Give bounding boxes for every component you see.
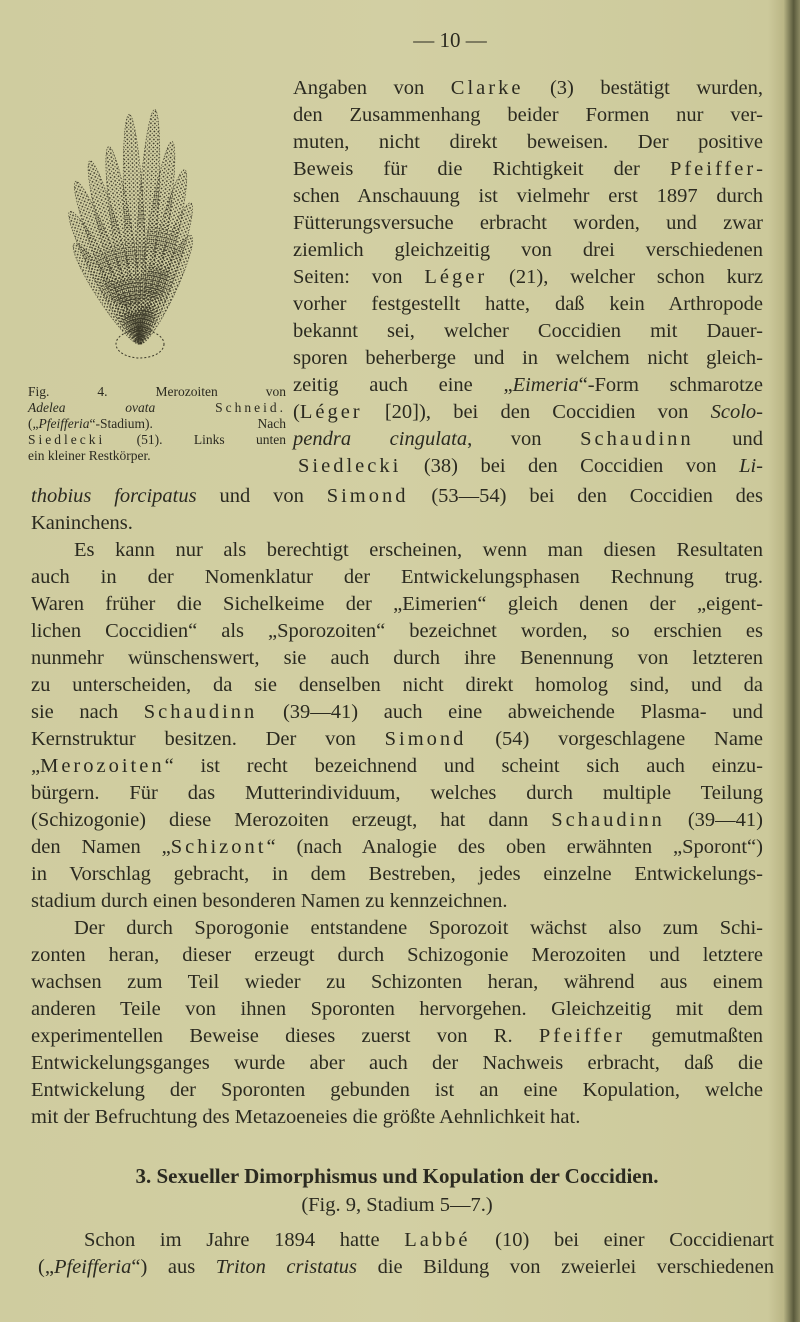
text-segment: Beweis für die Richtigkeit der <box>293 158 670 180</box>
text-line <box>293 372 763 399</box>
text-segment: Seiten: von <box>293 266 425 288</box>
text-segment: Der durch Sporogonie entstandene Sporozoit wächst also zum Schi- <box>74 917 763 939</box>
text-line <box>31 483 763 510</box>
text-segment: (51). Links unten <box>105 432 286 447</box>
text-segment: ( <box>293 401 300 423</box>
text-segment: Entwickelungsganges wurde aber auch der Nachweis erbracht, daß die <box>31 1052 763 1074</box>
author-name: Siedlecki <box>298 455 402 477</box>
text-segment: [20]), bei den Coccidien von <box>362 401 711 423</box>
author-name: Labbé <box>404 1229 471 1251</box>
text-segment: die Bildung von zweierlei verschiedenen <box>357 1256 774 1278</box>
text-segment: (39—41) auch eine abweichende Plasma- und <box>257 701 763 723</box>
text-line <box>293 426 763 453</box>
text-line <box>293 75 763 102</box>
italic-term: Pfeifferia <box>38 416 90 431</box>
text-segment: sie nach <box>31 701 144 723</box>
text-line <box>293 183 763 210</box>
text-segment <box>155 400 215 415</box>
text-segment: “-Stadium). Nach <box>89 416 286 431</box>
text-segment: vorher festgestellt hatte, daß kein Arthropode <box>293 293 763 315</box>
author-name: Clarke <box>450 77 524 99</box>
text-segment: „ <box>31 755 41 777</box>
caption-line <box>28 400 286 416</box>
author-name: Schizont <box>170 836 267 858</box>
text-line <box>31 996 763 1023</box>
text-segment: schen Anschauung ist vielmehr erst 1897 durch <box>293 185 763 207</box>
text-segment: “ ist recht bezeichnend und scheint sich auch einzu- <box>164 755 763 777</box>
text-segment: anderen Teile von ihnen Sporonten hervorgehen. Gleichzeitig mit dem <box>31 998 763 1020</box>
text-segment: “-Form schmarotze <box>578 374 763 396</box>
text-segment: , von <box>467 428 581 450</box>
text-segment: den Namen „ <box>31 836 171 858</box>
text-line <box>31 1104 763 1131</box>
caption-line <box>28 448 228 464</box>
text-segment: (3) bestätigt wurden, <box>523 77 763 99</box>
author-name: Schaudinn <box>143 701 258 723</box>
text-segment: Es kann nur als berechtigt erscheinen, wenn man diesen Resultaten <box>74 539 763 561</box>
text-segment: mit der Befruchtung des Metazoeneies die größte Aehnlichkeit hat. <box>31 1106 581 1128</box>
text-segment: Kernstruktur besitzen. Der von <box>31 728 385 750</box>
text-line <box>31 861 763 888</box>
italic-term: Li- <box>739 455 763 477</box>
text-segment: zu unterscheiden, da sie denselben nicht direkt homolog sind, und da <box>31 674 763 696</box>
text-segment: (38) bei den Coccidien von <box>401 455 740 477</box>
text-line <box>31 969 763 996</box>
text-line <box>31 780 763 807</box>
text-line <box>293 291 763 318</box>
author-name: Pfeiffer <box>538 1025 626 1047</box>
author-name: Schneid. <box>215 400 286 415</box>
text-line <box>31 510 763 537</box>
text-line <box>31 618 763 645</box>
text-segment: (54) vorgeschlagene Name <box>466 728 763 750</box>
text-line <box>74 915 763 942</box>
italic-term: Adelea ovata <box>28 400 156 415</box>
author-name: Léger <box>424 266 488 288</box>
text-line <box>31 564 763 591</box>
text-line <box>31 807 763 834</box>
text-segment: (39—41) <box>664 809 763 831</box>
text-segment: auch in der Nomenklatur der Entwickelungsphasen Rechnung trug. <box>31 566 763 588</box>
text-line <box>74 537 763 564</box>
section-subheading: (Fig. 9, Stadium 5—7.) <box>301 1194 493 1216</box>
author-name: Simond <box>326 485 409 507</box>
text-line <box>293 102 763 129</box>
author-name: Schaudinn <box>551 809 665 831</box>
text-segment: (21), welcher schon kurz <box>487 266 763 288</box>
text-line <box>84 1227 774 1254</box>
text-segment: muten, nicht direkt beweisen. Der positive <box>293 131 763 153</box>
author-name: Schaudinn <box>580 428 694 450</box>
italic-term: pendra cingulata <box>293 428 468 450</box>
text-line <box>293 318 763 345</box>
text-segment: („ <box>28 416 39 431</box>
text-segment: (53—54) bei den Coccidien des <box>408 485 764 507</box>
text-segment: bekannt sei, welcher Coccidien mit Dauer- <box>293 320 763 342</box>
text-line <box>38 1254 774 1281</box>
author-name: Léger <box>299 401 363 423</box>
text-segment: Kaninchens. <box>31 512 133 534</box>
text-line <box>31 1077 763 1104</box>
author-name: Merozoiten <box>40 755 165 777</box>
author-name: Siedlecki <box>28 432 106 447</box>
text-segment: („ <box>38 1256 54 1278</box>
text-line <box>293 237 763 264</box>
text-segment: Waren früher die Sichelkeime der „Eimerien“ gleich denen der „eigent- <box>31 593 763 615</box>
author-name: Simond <box>384 728 467 750</box>
text-segment: gemutmaßten <box>625 1025 763 1047</box>
text-line <box>31 672 763 699</box>
italic-term: Pfeifferia <box>53 1256 132 1278</box>
italic-term: Triton cristatus <box>215 1256 358 1278</box>
text-line <box>31 1050 763 1077</box>
text-line <box>293 399 763 426</box>
text-line <box>298 453 763 480</box>
text-line <box>293 264 763 291</box>
section-heading: 3. Sexueller Dimorphismus und Kopulation der Coccidien. <box>135 1164 659 1188</box>
text-line <box>293 210 763 237</box>
text-line <box>31 1023 763 1050</box>
text-line <box>31 591 763 618</box>
text-segment: ein kleiner Restkörper. <box>28 448 151 463</box>
text-segment: stadium durch einen besonderen Namen zu kennzeichnen. <box>31 890 508 912</box>
text-segment: Schon im Jahre 1894 hatte <box>84 1229 405 1251</box>
text-line <box>31 753 763 780</box>
text-segment: “ (nach Analogie des oben erwähnten „Sporont“) <box>266 836 763 858</box>
text-line <box>293 345 763 372</box>
text-line <box>293 129 763 156</box>
text-segment: Angaben von <box>293 77 451 99</box>
text-segment: experimentellen Beweise dieses zuerst von R. <box>31 1025 539 1047</box>
text-segment: lichen Coccidien“ als „Sporozoiten“ bezeichnet worden, so erschien es <box>31 620 763 642</box>
text-line <box>31 645 763 672</box>
caption-line <box>28 416 286 432</box>
italic-term: Scolo- <box>710 401 763 423</box>
text-segment: Fütterungsversuche erbracht worden, und zwar <box>293 212 763 234</box>
text-line <box>31 834 763 861</box>
text-segment: in Vorschlag gebracht, in dem Bestreben, jedes einzelne Entwickelungs- <box>31 863 763 885</box>
text-segment: nunmehr wünschenswert, sie auch durch ihre Benennung von letzteren <box>31 647 763 669</box>
merozoites-figure <box>28 82 258 367</box>
page-number: — 10 — <box>413 28 487 52</box>
text-line <box>31 726 763 753</box>
caption-line <box>28 384 286 400</box>
text-segment: ziemlich gleichzeitig von drei verschiedenen <box>293 239 763 261</box>
book-binding-edge <box>784 0 800 1322</box>
text-segment: Fig. 4. Merozoiten von <box>28 384 286 399</box>
text-line <box>31 942 763 969</box>
text-segment: zonten heran, dieser erzeugt durch Schizogonie Merozoiten und letztere <box>31 944 763 966</box>
text-segment: und <box>693 428 763 450</box>
text-segment: “) aus <box>131 1256 216 1278</box>
text-segment: den Zusammenhang beider Formen nur ver- <box>293 104 763 126</box>
text-line <box>31 699 763 726</box>
text-segment: Entwickelung der Sporonten gebunden ist an eine Kopulation, welche <box>31 1079 763 1101</box>
italic-term: thobius forcipatus <box>31 485 197 507</box>
text-line <box>293 156 763 183</box>
text-segment: und von <box>196 485 327 507</box>
text-line <box>31 888 763 915</box>
text-segment: (Schizogonie) diese Merozoiten erzeugt, hat dann <box>31 809 552 831</box>
text-segment: sporen beherberge und in welchem nicht gleich- <box>293 347 763 369</box>
text-segment: wachsen zum Teil wieder zu Schizonten heran, während aus einem <box>31 971 763 993</box>
caption-line <box>28 432 286 448</box>
italic-term: Eimeria <box>512 374 579 396</box>
text-segment: - <box>756 158 763 180</box>
text-segment: zeitig auch eine „ <box>293 374 513 396</box>
author-name: Pfeiffer <box>669 158 757 180</box>
text-segment: bürgern. Für das Mutterindividuum, welches durch multiple Teilung <box>31 782 763 804</box>
text-segment: (10) bei einer Coccidienart <box>470 1229 774 1251</box>
